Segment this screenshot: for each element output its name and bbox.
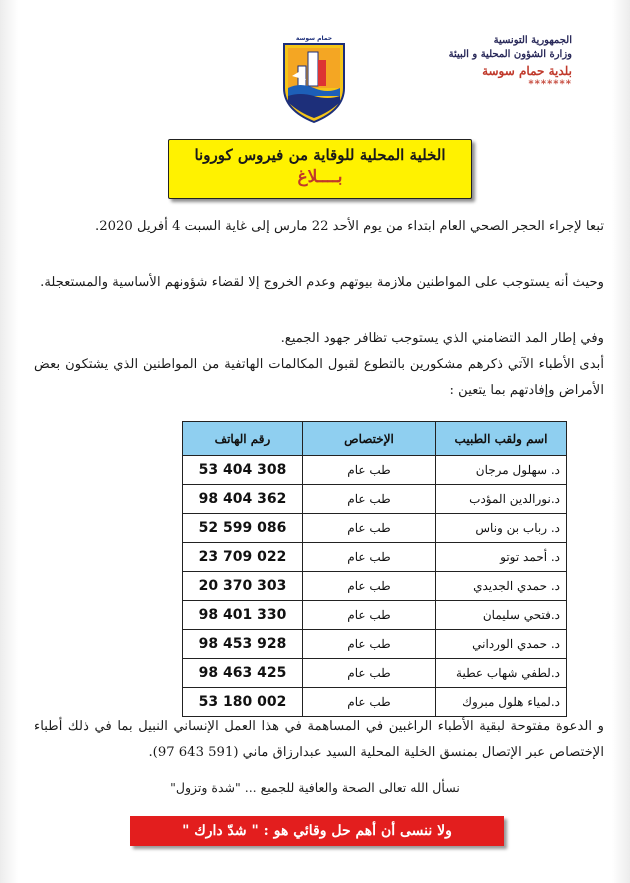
doctor-phone: 98 463 425 (183, 659, 303, 688)
doctor-phone: 53 180 002 (183, 688, 303, 717)
table-header-row (183, 422, 567, 456)
header-doctor-name: اسم ولقب الطبيب (436, 422, 567, 456)
letterhead-republic: الجمهورية التونسية (493, 35, 572, 46)
table-row (183, 601, 567, 630)
doctor-name: د.لمياء هلول مبروك (436, 688, 567, 717)
table-row (183, 456, 567, 485)
doctor-phone: 98 404 362 (183, 485, 303, 514)
doctor-specialty: طب عام (303, 659, 436, 688)
doctor-phone: 53 404 308 (183, 456, 303, 485)
letterhead-municipality: بلدية حمام سوسة (482, 64, 572, 78)
doctor-specialty: طب عام (303, 485, 436, 514)
doctor-name: د. أحمد توتو (436, 543, 567, 572)
municipality-emblem (280, 36, 348, 124)
announcement-subheading: بــــلاغ (297, 167, 343, 187)
doctor-phone: 98 401 330 (183, 601, 303, 630)
letterhead-stars: ******* (528, 79, 572, 90)
table-row (183, 514, 567, 543)
doctor-name: د.لطفي شهاب عطية (436, 659, 567, 688)
doctor-specialty: طب عام (303, 601, 436, 630)
letterhead (392, 34, 572, 90)
paragraph-open-call: و الدعوة مفتوحة لبقية الأطباء الراغبين في المساهمة في هذا العمل الإنساني النبيل بما في ذلك أطباء الإختصاص عبر الإتصال بمنسق الخلية المحلية السيد عبدارزاق ماني (591 643 97). (34, 719, 604, 760)
doctor-specialty: طب عام (303, 688, 436, 717)
table-row (183, 659, 567, 688)
doctor-specialty: طب عام (303, 514, 436, 543)
doctor-phone: 52 599 086 (183, 514, 303, 543)
doctor-name: د. رباب بن وناس (436, 514, 567, 543)
doctor-name: د. سهلول مرجان (436, 456, 567, 485)
table-row (183, 543, 567, 572)
doctors-table (182, 421, 567, 717)
doctor-name: د. حمدي الورداني (436, 630, 567, 659)
emblem-text: حمام سوسة (295, 35, 333, 42)
table-row (183, 688, 567, 717)
emblem-shield-icon (280, 36, 348, 124)
table-row (183, 485, 567, 514)
doctor-name: د.نورالدين المؤدب (436, 485, 567, 514)
header-phone: رقم الهاتف (183, 422, 303, 456)
letterhead-ministry: وزارة الشؤون المحلية و البيئة (448, 49, 572, 60)
doctor-specialty: طب عام (303, 572, 436, 601)
doctor-specialty: طب عام (303, 630, 436, 659)
doctor-phone: 20 370 303 (183, 572, 303, 601)
announcement-title-box (168, 139, 472, 199)
doctor-name: د. حمدي الجديدي (436, 572, 567, 601)
paragraph-solidarity: وفي إطار المد التضامني الذي يستوجب تظافر جهود الجميع. (280, 331, 604, 346)
doctor-phone: 98 453 928 (183, 630, 303, 659)
header-specialty: الإختصاص (303, 422, 436, 456)
announcement-heading: الخلية المحلية للوقاية من فيروس كورونا (194, 146, 446, 164)
doctor-phone: 23 709 022 (183, 543, 303, 572)
doctor-specialty: طب عام (303, 543, 436, 572)
doctor-name: د.فتحي سليمان (436, 601, 567, 630)
table-row (183, 572, 567, 601)
stay-home-banner: ولا ننسى أن أهم حل وقائي هو : " شدّ دارك " (130, 816, 504, 846)
paragraph-quarantine: تبعا لإجراء الحجر الصحي العام ابتداء من يوم الأحد 22 مارس إلى غاية السبت 4 أفريل 2020. (95, 219, 604, 234)
doctor-specialty: طب عام (303, 456, 436, 485)
closing-prayer: نسأل الله تعالى الصحة والعافية للجميع ... "شدة وتزول" (170, 780, 460, 795)
paragraph-doctors-intro: أبدى الأطباء الآتي ذكرهم مشكورين بالتطوع لقبول المكالمات الهاتفية من المواطنين الذي يشتكون بعض الأمراض وإفادتهم بما يتعين : (34, 357, 604, 398)
paragraph-stay-home: وحيث أنه يستوجب على المواطنين ملازمة بيوتهم وعدم الخروج إلا لقضاء شؤونهم الأساسية والمستعجلة. (40, 275, 604, 290)
table-row (183, 630, 567, 659)
